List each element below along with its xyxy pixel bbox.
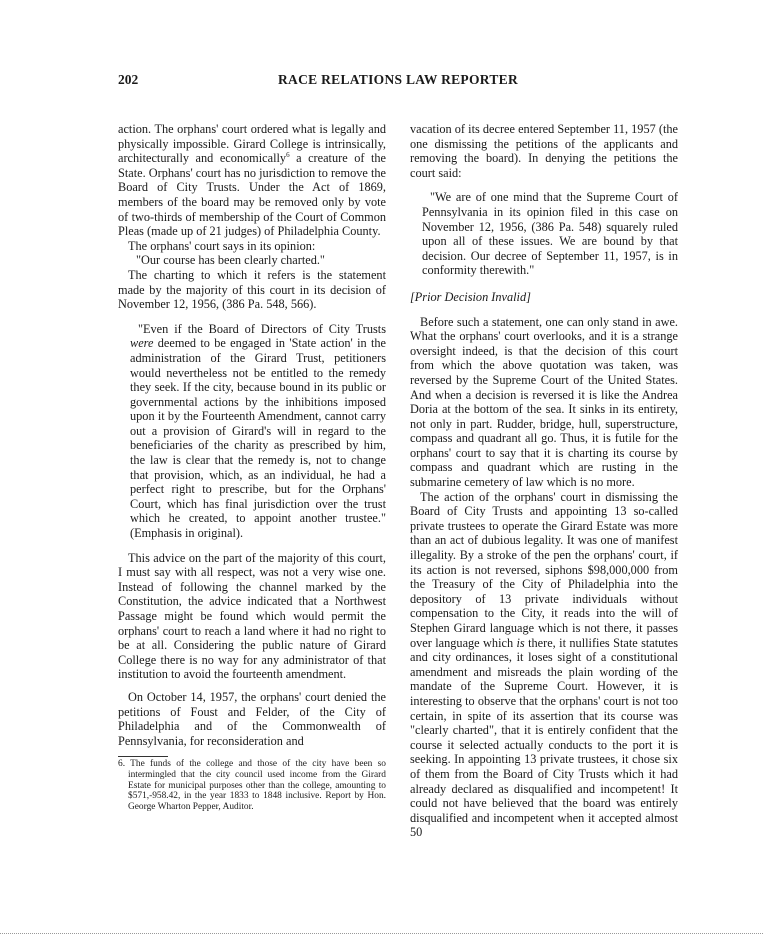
paragraph: vacation of its decree entered September 11, 1957 (the one dismissing the petitions of the applicants and removing the board). In denying the petitions the court said: — [410, 122, 678, 180]
quoted-line: "Our course has been clearly charted." — [136, 253, 325, 268]
paragraph: The orphans' court says in its opinion: — [128, 238, 316, 253]
bottom-scan-marks — [0, 933, 763, 940]
page-header — [118, 72, 678, 92]
paragraph: On October 14, 1957, the orphans' court denied the petitions of Foust and Felder, of the City of Philadelphia and of the Commonwealth of Pennsylvania, for reconsideration and — [118, 689, 386, 748]
paragraph: The action of the orphans' court in dismissing the Board of City Trusts and appointing 13 so-called private trustees to operate the Girard Estate was more than an act of dubious legality. It was one of manifest illegality. By a stroke of the pen the orphans' court, if its action is not reversed, siphons $98,000,000 from the Treasury of the City of Philadelphia into the depository of 13 private individuals without compensation to the City, it reads into the will of Stephen Girard language which is not there, it passes over language which is there, it nullifies State statutes and city ordinances, it loses sight of a constitutional amendment and misreads the plain wording of the mandate of the Supreme Court. However, it is interesting to observe that the orphans' court is not too certain, in spite of its assertion that its course was "clearly charted", that it is entirely confident that the course it selected actually conducts to the port it is seeking. In appointing 13 private trustees, it chose six of them from the Board of City Trusts which it had already declared as disqualified and incompetent! It could not have believed that the board was entirely disqualified and incompetent when it accepted almost 50 — [410, 489, 678, 840]
right-column — [410, 122, 678, 840]
quote-text: "We are of one mind that the Supreme Court of Pennsylvania in its opinion filed in this case on November 12, 1956, (386 Pa. 548) squarely ruled upon all of these issues. We are bound by that decision. Our decree of September 11, 1957, is in conformity therewith." — [422, 190, 678, 278]
running-title: RACE RELATIONS LAW REPORTER — [277, 72, 519, 87]
section-heading: [Prior Decision Invalid] — [410, 289, 531, 304]
footnote-marker: 6 — [286, 151, 290, 160]
paragraph: Before such a statement, one can only stand in awe. What the orphans' court overlooks, and it is a strange oversight indeed, is that the decision of this court from which the above quotation was taken, was reversed by the Supreme Court of the United States. And when a decision is reversed it is like the Andrea Doria at the bottom of the sea. It sinks in its entirety, not only in part. Rudder, bridge, hull, superstructure, compass and quadrant all go. Thus, it is futile for the orphans' court to say that it is charting its course by compass and quadrant which are rusting in the submarine cemetery of law which is no more. — [410, 314, 678, 490]
footnote-divider — [118, 756, 168, 757]
footnote: 6. The funds of the college and those of the city have been so intermingled that the city council used income from the Girard Estate for municipal purposes other than the college, amounting to $571,-958.42, in the year 1833 to 1848 inclusive. Report by Hon. George Wharton Pepper, Auditor. — [118, 759, 386, 812]
block-quote — [130, 322, 386, 541]
left-column — [118, 122, 386, 812]
page-number: 202 — [118, 72, 139, 87]
paragraph: This advice on the part of the majority of this court, I must say with all respect, was not a very wise one. Instead of following the channel marked by the Constitution, the advice indicated that a Northwest Passage might be found which would permit the orphans' court to reach a land where it had no right to be at all. Considering the public nature of Girard College there is no way for any administrator of that institution to avoid the fourteenth amendment. — [118, 550, 386, 682]
quote-text: "Even if the Board of Directors of City Trusts were deemed to be engaged in 'State action' in the administration of the Girard Trust, petitioners would nevertheless not be entitled to the remedy they seek. If the city, because bound in its public or governmental actions by the inhibitions imposed upon it by the Fourteenth Amendment, cannot carry out a provision of Girard's will in regard to the beneficiaries of the charity as prescribed by him, the law is clear that the remedy is, not to change that provision, which, as an individual, he had a perfect right to prescribe, but for the Orphans' Court, which has final jurisdiction over the trust which he created, to appoint another trustee." (Emphasis in original). — [130, 321, 386, 541]
paragraph: action. The orphans' court ordered what is legally and physically impossible. Girard College is intrinsically, architecturally and economically$^6$ a creature of the State. Orphans' court has no jurisdiction to remove the Board of City Trusts. Under the Act of 1869, members of the board may be removed only by vote of two-thirds of membership of the Court of Common Pleas (made up of 21 judges) of Philadelphia County. — [118, 122, 386, 239]
paragraph: The charting to which it refers is the statement made by the majority of this court in its decision of November 12, 1956, (386 Pa. 548, 566). — [118, 267, 386, 312]
block-quote — [422, 190, 678, 278]
